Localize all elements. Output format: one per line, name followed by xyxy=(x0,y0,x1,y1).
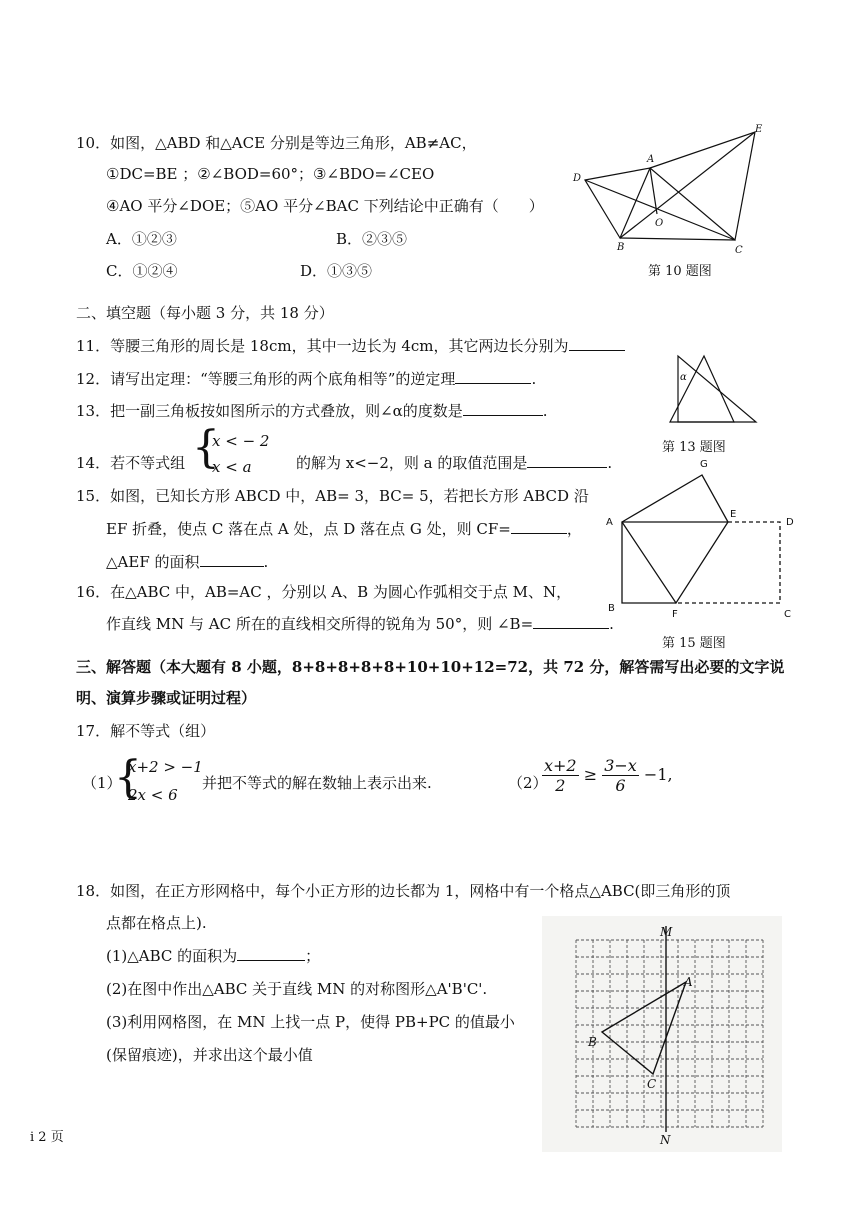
q12-answer-blank[interactable] xyxy=(455,369,531,384)
section3-line1: 三、解答题（本大题有 8 小题，8+8+8+8+8+10+10+12=72，共 72 分，解答需写出必要的文字说 xyxy=(76,658,785,676)
q15-cf-blank[interactable] xyxy=(511,519,567,534)
q10-option-c: C．①②④ xyxy=(106,262,178,280)
q10-caption: 第 10 题图 xyxy=(648,264,712,279)
q15-label-b: B xyxy=(608,603,615,614)
q14-brace: { xyxy=(192,422,220,473)
q10-option-b: B．②③⑤ xyxy=(336,230,408,248)
q17-part1-text: 并把不等式的解在数轴上表示出来. xyxy=(202,774,432,792)
page-number: i 2 页 xyxy=(30,1130,64,1145)
q11-answer-blank[interactable] xyxy=(569,336,625,351)
q15-rect-folded xyxy=(676,522,780,603)
q10-label-d: D xyxy=(573,173,582,184)
q15-label-f: F xyxy=(672,609,678,620)
q14-row1: x < − 2 xyxy=(212,432,270,450)
q15-line3-end: . xyxy=(263,553,269,571)
section2-title: 二、填空题（每小题 3 分，共 18 分） xyxy=(76,304,334,322)
q11-text xyxy=(76,335,625,356)
q15-label-a: A xyxy=(606,517,613,528)
q10-label-a: A xyxy=(647,154,655,165)
q10-triangle-abd xyxy=(585,168,650,238)
q17-part2-expression xyxy=(542,756,673,795)
q13-answer-blank[interactable] xyxy=(463,401,543,416)
q10-label-o: O xyxy=(655,218,664,229)
q17-part1-brace: { xyxy=(114,752,142,803)
q17-part2-tail: −1, xyxy=(643,765,673,784)
q10-option-a: A．①②③ xyxy=(106,230,177,248)
q17-part1-label: （1） xyxy=(82,774,122,792)
q18-part1 xyxy=(106,945,320,966)
q13-triangle-45 xyxy=(678,356,756,422)
q15-line3 xyxy=(106,551,268,572)
q18-part2: (2)在图中作出△ABC 关于直线 MN 的对称图形△A'B'C'. xyxy=(106,980,488,998)
q14-row2: x < a xyxy=(212,458,252,476)
q17-part2-label: （2） xyxy=(508,774,548,792)
q15-line2 xyxy=(106,518,582,539)
q10-line3: ④AO 平分∠DOE；⑤AO 平分∠BAC 下列结论中正确有（ ） xyxy=(106,197,544,215)
q14-pre: 14．若不等式组 xyxy=(76,454,186,472)
q13-caption: 第 13 题图 xyxy=(662,440,726,455)
q15-label-g: G xyxy=(700,459,708,470)
q13-figure xyxy=(668,352,760,426)
q16-answer-blank[interactable] xyxy=(533,614,609,629)
q14-answer-blank[interactable] xyxy=(527,453,607,468)
q18-label-b: B xyxy=(588,1035,597,1049)
q17-part2-num1: x+2 xyxy=(544,756,577,775)
q10-triangle-ace xyxy=(650,132,755,240)
q13-end: . xyxy=(542,402,548,420)
q15-label-e: E xyxy=(730,509,737,520)
q16-line2 xyxy=(106,613,614,634)
q15-figure xyxy=(600,455,800,625)
q10-label-e: E xyxy=(755,124,763,135)
q17-part2-den2: 6 xyxy=(615,776,626,795)
q10-figure xyxy=(565,120,775,260)
q11-prompt: 11．等腰三角形的周长是 18cm，其中一边长为 4cm，其它两边长分别为 xyxy=(76,337,569,355)
q18-label-n: N xyxy=(660,1133,671,1147)
q17-part2-den1: 2 xyxy=(555,776,566,795)
q17-part1-row1: x+2 > −1 xyxy=(128,758,203,776)
section3-line2: 明、演算步骤或证明过程） xyxy=(76,689,257,707)
q13-triangle-30 xyxy=(670,356,734,422)
q18-area-blank[interactable] xyxy=(237,946,305,961)
q10-line2: ①DC=BE ；②∠BOD=60°；③∠BDO=∠CEO xyxy=(106,165,435,183)
q18-line1: 18．如图，在正方形网格中，每个小正方形的边长都为 1，网格中有一个格点△ABC(即三角形的顶 xyxy=(76,882,731,900)
q10-label-b: B xyxy=(617,242,625,253)
q10-label-c: C xyxy=(735,245,743,256)
q16-line2-text: 作直线 MN 与 AC 所在的直线相交所得的锐角为 50°，则 ∠B= xyxy=(106,615,534,633)
q15-area-blank[interactable] xyxy=(200,552,264,567)
q15-line2-end: ， xyxy=(566,520,582,538)
q18-part4: (保留痕迹)，并求出这个最小值 xyxy=(106,1046,313,1064)
q15-line1: 15．如图，已知长方形 ABCD 中，AB= 3，BC= 5，若把长方形 ABCD 沿 xyxy=(76,487,589,505)
q18-line2: 点都在格点上). xyxy=(106,914,207,932)
q17-part2-num2: 3−x xyxy=(604,756,637,775)
q18-label-c: C xyxy=(647,1077,657,1091)
q12-text xyxy=(76,368,536,389)
q17-part2-frac1 xyxy=(542,756,579,795)
q17-part2-ge: ≥ xyxy=(583,765,598,784)
q18-part1-text: (1)△ABC 的面积为 xyxy=(106,947,238,965)
q18-label-m: M xyxy=(660,925,673,939)
q15-caption: 第 15 题图 xyxy=(662,636,726,651)
q18-part3: (3)利用网格图，在 MN 上找一点 P，使得 PB+PC 的值最小 xyxy=(106,1013,515,1031)
q17-title: 17．解不等式（组） xyxy=(76,722,216,740)
q10-option-d: D．①③⑤ xyxy=(300,262,373,280)
q18-label-a: A xyxy=(684,975,693,989)
q16-end: . xyxy=(609,615,614,633)
q12-prompt: 12．请写出定理：“等腰三角形的两个底角相等”的逆定理 xyxy=(76,370,456,388)
q12-end: . xyxy=(531,370,537,388)
q18-part1-end: ； xyxy=(305,947,321,965)
q16-line1: 16．在△ABC 中，AB=AC ，分别以 A、B 为圆心作弧相交于点 M、N， xyxy=(76,583,572,601)
q15-line3-text: △AEF 的面积 xyxy=(106,553,200,571)
q14-tail xyxy=(296,452,612,473)
q13-prompt: 13．把一副三角板按如图所示的方式叠放，则∠α的度数是 xyxy=(76,402,463,420)
q15-label-c: C xyxy=(784,609,791,620)
q15-folded-shape xyxy=(622,475,728,603)
q15-line2-text: EF 折叠，使点 C 落在点 A 处，点 D 落在点 G 处，则 CF= xyxy=(106,520,511,538)
q13-text xyxy=(76,400,548,421)
q13-alpha-label: α xyxy=(680,372,687,383)
q14-end: . xyxy=(607,454,613,472)
q15-label-d: D xyxy=(786,517,794,528)
q17-part1-row2: 2x < 6 xyxy=(128,786,178,804)
q18-grid-figure xyxy=(542,916,782,1152)
q17-part2-frac2 xyxy=(602,756,639,795)
q14-post: 的解为 x<−2，则 a 的取值范围是 xyxy=(296,454,528,472)
q10-stem: 10．如图，△ABD 和△ACE 分别是等边三角形，AB≠AC， xyxy=(76,134,477,152)
